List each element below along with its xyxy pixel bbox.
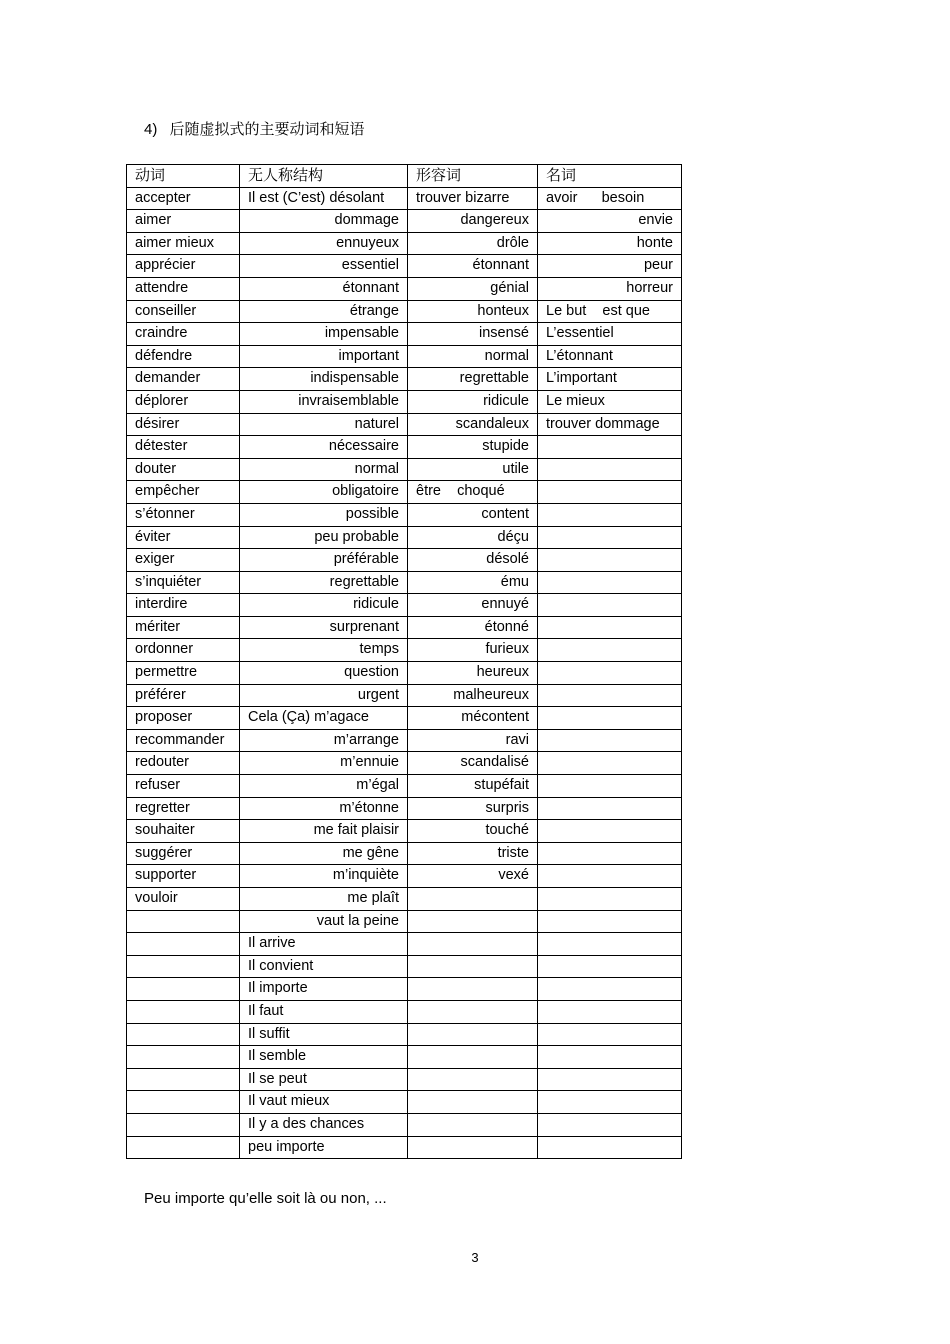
noun-cell <box>538 503 682 526</box>
noun-cell: Le but est que <box>538 300 682 323</box>
verb-cell: recommander <box>127 729 240 752</box>
adjective-cell <box>408 910 538 933</box>
noun-cell: avoir besoin <box>538 187 682 210</box>
verb-cell: déplorer <box>127 390 240 413</box>
impersonal-cell: possible <box>240 503 408 526</box>
impersonal-cell: étonnant <box>240 277 408 300</box>
noun-cell <box>538 1068 682 1091</box>
noun-cell <box>538 616 682 639</box>
impersonal-cell: peu probable <box>240 526 408 549</box>
noun-cell <box>538 933 682 956</box>
subjunctive-table <box>126 164 682 1159</box>
noun-cell <box>538 1113 682 1136</box>
table-row <box>127 955 682 978</box>
impersonal-cell: me gêne <box>240 842 408 865</box>
table-row <box>127 481 682 504</box>
verb-cell: supporter <box>127 865 240 888</box>
verb-cell: empêcher <box>127 481 240 504</box>
impersonal-cell: vaut la peine <box>240 910 408 933</box>
noun-cell: L’essentiel <box>538 323 682 346</box>
verb-cell: proposer <box>127 707 240 730</box>
adjective-cell: déçu <box>408 526 538 549</box>
impersonal-cell: normal <box>240 458 408 481</box>
impersonal-cell: me fait plaisir <box>240 820 408 843</box>
header-nouns: 名词 <box>538 165 682 188</box>
impersonal-cell: m’inquiète <box>240 865 408 888</box>
table-row <box>127 300 682 323</box>
noun-cell <box>538 1023 682 1046</box>
impersonal-cell: m’étonne <box>240 797 408 820</box>
noun-cell <box>538 820 682 843</box>
table-row <box>127 210 682 233</box>
verb-cell: suggérer <box>127 842 240 865</box>
noun-cell <box>538 1136 682 1159</box>
noun-cell <box>538 910 682 933</box>
adjective-cell: malheureux <box>408 684 538 707</box>
noun-cell <box>538 458 682 481</box>
adjective-cell: ravi <box>408 729 538 752</box>
table-row <box>127 390 682 413</box>
impersonal-cell: Il convient <box>240 955 408 978</box>
verb-cell: craindre <box>127 323 240 346</box>
adjective-cell <box>408 1113 538 1136</box>
adjective-cell: scandalisé <box>408 752 538 775</box>
verb-cell: demander <box>127 368 240 391</box>
adjective-cell: drôle <box>408 232 538 255</box>
table-row <box>127 323 682 346</box>
table-row <box>127 729 682 752</box>
noun-cell <box>538 729 682 752</box>
verb-cell: attendre <box>127 277 240 300</box>
table-row <box>127 797 682 820</box>
adjective-cell: touché <box>408 820 538 843</box>
adjective-cell <box>408 1091 538 1114</box>
table-row <box>127 775 682 798</box>
verb-cell: refuser <box>127 775 240 798</box>
adjective-cell: désolé <box>408 549 538 572</box>
verb-cell: interdire <box>127 594 240 617</box>
noun-cell <box>538 662 682 685</box>
adjective-cell: normal <box>408 345 538 368</box>
verb-cell: regretter <box>127 797 240 820</box>
header-impersonal: 无人称结构 <box>240 165 408 188</box>
verb-cell: défendre <box>127 345 240 368</box>
adjective-cell: regrettable <box>408 368 538 391</box>
noun-cell: trouver dommage <box>538 413 682 436</box>
adjective-cell: furieux <box>408 639 538 662</box>
table-row <box>127 549 682 572</box>
adjective-cell: trouver bizarre <box>408 187 538 210</box>
table-header-row <box>127 165 682 188</box>
noun-cell <box>538 549 682 572</box>
adjective-cell: stupide <box>408 436 538 459</box>
impersonal-cell: dommage <box>240 210 408 233</box>
verb-cell <box>127 1000 240 1023</box>
impersonal-cell: obligatoire <box>240 481 408 504</box>
impersonal-cell: m’arrange <box>240 729 408 752</box>
impersonal-cell: peu importe <box>240 1136 408 1159</box>
verb-cell: douter <box>127 458 240 481</box>
verb-cell <box>127 933 240 956</box>
table-row <box>127 662 682 685</box>
noun-cell <box>538 526 682 549</box>
impersonal-cell: préférable <box>240 549 408 572</box>
page-number: 3 <box>471 1250 479 1265</box>
adjective-cell: heureux <box>408 662 538 685</box>
table-row <box>127 571 682 594</box>
impersonal-cell: Il vaut mieux <box>240 1091 408 1114</box>
table-row <box>127 865 682 888</box>
table-row <box>127 436 682 459</box>
verb-cell <box>127 1136 240 1159</box>
adjective-cell: génial <box>408 277 538 300</box>
adjective-cell: honteux <box>408 300 538 323</box>
noun-cell <box>538 1091 682 1114</box>
impersonal-cell: ridicule <box>240 594 408 617</box>
verb-cell <box>127 1046 240 1069</box>
example-sentence: Peu importe qu’elle soit là ou non, ... <box>144 1190 387 1207</box>
noun-cell: peur <box>538 255 682 278</box>
table-row <box>127 458 682 481</box>
impersonal-cell: m’égal <box>240 775 408 798</box>
section-heading <box>144 118 365 139</box>
verb-cell <box>127 1068 240 1091</box>
adjective-cell <box>408 1000 538 1023</box>
adjective-cell: utile <box>408 458 538 481</box>
adjective-cell <box>408 978 538 1001</box>
table-row <box>127 503 682 526</box>
impersonal-cell: temps <box>240 639 408 662</box>
noun-cell: Le mieux <box>538 390 682 413</box>
verb-cell <box>127 1023 240 1046</box>
verb-cell: éviter <box>127 526 240 549</box>
noun-cell <box>538 978 682 1001</box>
impersonal-cell: essentiel <box>240 255 408 278</box>
verb-cell <box>127 955 240 978</box>
section-number: 4) <box>144 121 158 138</box>
table-body <box>127 187 682 1159</box>
impersonal-cell: Il se peut <box>240 1068 408 1091</box>
table-row <box>127 526 682 549</box>
adjective-cell <box>408 888 538 911</box>
table-row <box>127 820 682 843</box>
impersonal-cell: nécessaire <box>240 436 408 459</box>
adjective-cell: surpris <box>408 797 538 820</box>
verb-cell: exiger <box>127 549 240 572</box>
verb-cell: mériter <box>127 616 240 639</box>
impersonal-cell: Il faut <box>240 1000 408 1023</box>
table-row <box>127 842 682 865</box>
noun-cell <box>538 865 682 888</box>
adjective-cell: dangereux <box>408 210 538 233</box>
verb-cell: vouloir <box>127 888 240 911</box>
adjective-cell <box>408 1023 538 1046</box>
verb-cell: détester <box>127 436 240 459</box>
impersonal-cell: question <box>240 662 408 685</box>
verb-cell: ordonner <box>127 639 240 662</box>
table-row <box>127 933 682 956</box>
table-row <box>127 232 682 255</box>
noun-cell <box>538 707 682 730</box>
impersonal-cell: Cela (Ça) m’agace <box>240 707 408 730</box>
verb-cell: permettre <box>127 662 240 685</box>
noun-cell <box>538 1046 682 1069</box>
verb-cell <box>127 910 240 933</box>
noun-cell <box>538 955 682 978</box>
impersonal-cell: regrettable <box>240 571 408 594</box>
table-row <box>127 707 682 730</box>
table-row <box>127 1091 682 1114</box>
noun-cell <box>538 752 682 775</box>
verb-cell <box>127 1113 240 1136</box>
table-row <box>127 1068 682 1091</box>
verb-cell: préférer <box>127 684 240 707</box>
verb-cell: redouter <box>127 752 240 775</box>
table-row <box>127 368 682 391</box>
impersonal-cell: indispensable <box>240 368 408 391</box>
noun-cell <box>538 888 682 911</box>
impersonal-cell: Il suffit <box>240 1023 408 1046</box>
table-row <box>127 910 682 933</box>
verb-cell: souhaiter <box>127 820 240 843</box>
table-row <box>127 684 682 707</box>
impersonal-cell: naturel <box>240 413 408 436</box>
table-row <box>127 413 682 436</box>
table-row <box>127 978 682 1001</box>
table-row <box>127 1136 682 1159</box>
impersonal-cell: étrange <box>240 300 408 323</box>
noun-cell: honte <box>538 232 682 255</box>
verb-cell: s’étonner <box>127 503 240 526</box>
verb-cell: aimer <box>127 210 240 233</box>
impersonal-cell: surprenant <box>240 616 408 639</box>
adjective-cell: insensé <box>408 323 538 346</box>
noun-cell <box>538 639 682 662</box>
impersonal-cell: Il est (C’est) désolant <box>240 187 408 210</box>
noun-cell: envie <box>538 210 682 233</box>
adjective-cell: vexé <box>408 865 538 888</box>
adjective-cell: triste <box>408 842 538 865</box>
adjective-cell: étonnant <box>408 255 538 278</box>
table-row <box>127 1000 682 1023</box>
impersonal-cell: Il importe <box>240 978 408 1001</box>
table-row <box>127 345 682 368</box>
impersonal-cell: invraisemblable <box>240 390 408 413</box>
table-row <box>127 277 682 300</box>
impersonal-cell: important <box>240 345 408 368</box>
verb-cell: désirer <box>127 413 240 436</box>
adjective-cell <box>408 933 538 956</box>
noun-cell: L’important <box>538 368 682 391</box>
noun-cell <box>538 481 682 504</box>
table-row <box>127 1113 682 1136</box>
verb-cell: apprécier <box>127 255 240 278</box>
table-row <box>127 1046 682 1069</box>
noun-cell: horreur <box>538 277 682 300</box>
impersonal-cell: urgent <box>240 684 408 707</box>
adjective-cell: mécontent <box>408 707 538 730</box>
table-row <box>127 187 682 210</box>
adjective-cell <box>408 955 538 978</box>
table-row <box>127 752 682 775</box>
table-row <box>127 616 682 639</box>
adjective-cell: être choqué <box>408 481 538 504</box>
verb-cell <box>127 978 240 1001</box>
impersonal-cell: me plaît <box>240 888 408 911</box>
noun-cell <box>538 1000 682 1023</box>
noun-cell <box>538 594 682 617</box>
verb-cell: accepter <box>127 187 240 210</box>
noun-cell <box>538 436 682 459</box>
section-title: 后随虚拟式的主要动词和短语 <box>169 120 365 138</box>
adjective-cell: ridicule <box>408 390 538 413</box>
adjective-cell: ému <box>408 571 538 594</box>
noun-cell <box>538 684 682 707</box>
noun-cell: L’étonnant <box>538 345 682 368</box>
table-row <box>127 594 682 617</box>
noun-cell <box>538 775 682 798</box>
noun-cell <box>538 842 682 865</box>
adjective-cell: stupéfait <box>408 775 538 798</box>
impersonal-cell: ennuyeux <box>240 232 408 255</box>
noun-cell <box>538 571 682 594</box>
verb-cell: s’inquiéter <box>127 571 240 594</box>
verb-cell: conseiller <box>127 300 240 323</box>
table-row <box>127 255 682 278</box>
adjective-cell: content <box>408 503 538 526</box>
impersonal-cell: Il y a des chances <box>240 1113 408 1136</box>
impersonal-cell: Il arrive <box>240 933 408 956</box>
header-verbs: 动词 <box>127 165 240 188</box>
adjective-cell: étonné <box>408 616 538 639</box>
adjective-cell <box>408 1046 538 1069</box>
adjective-cell <box>408 1068 538 1091</box>
verb-cell <box>127 1091 240 1114</box>
table-row <box>127 1023 682 1046</box>
noun-cell <box>538 797 682 820</box>
header-adjectives: 形容词 <box>408 165 538 188</box>
adjective-cell <box>408 1136 538 1159</box>
table-row <box>127 888 682 911</box>
table-row <box>127 639 682 662</box>
impersonal-cell: m’ennuie <box>240 752 408 775</box>
adjective-cell: ennuyé <box>408 594 538 617</box>
adjective-cell: scandaleux <box>408 413 538 436</box>
verb-cell: aimer mieux <box>127 232 240 255</box>
impersonal-cell: Il semble <box>240 1046 408 1069</box>
impersonal-cell: impensable <box>240 323 408 346</box>
